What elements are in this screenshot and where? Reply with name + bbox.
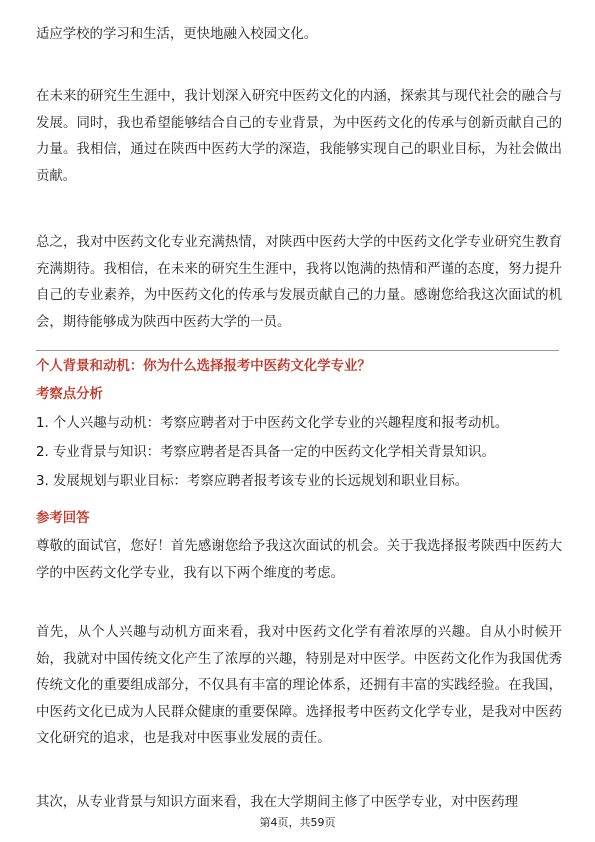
- paragraph-conclusion: 总之，我对中医药文化专业充满热情，对陕西中医药大学的中医药文化学专业研究生教育充满期待。我相信，在未来的研究生生涯中，我将以饱满的热情和严谨的态度，努力提升自己的专业素养，为中医药文化的传承与发展贡献自己的力量。感谢您给我这次面试的机会，期待能够成为陕西中医药大学的一员。: [36, 235, 562, 330]
- analysis-point-3: 3. 发展规划与职业目标：考察应聘者报考该专业的长远规划和职业目标。: [36, 474, 469, 489]
- answer-paragraph-2: 首先，从个人兴趣与动机方面来看，我对中医药文化学有着浓厚的兴趣。自从小时候开始，我就对中国传统文化产生了浓厚的兴趣，特别是对中医学。中医药文化作为我国优秀传统文化的重要组成部分，不仅具有丰富的理论体系，还拥有丰富的实践经验。在我国，中医药文化已成为人民群众健康的重要保障。选择报考中医药文化学专业，是我对中医药文化研究的追求，也是我对中医事业发展的责任。: [36, 625, 562, 746]
- analysis-point-2: 2. 专业背景与知识：考察应聘者是否具备一定的中医药文化学相关背景知识。: [36, 445, 495, 460]
- page-footer: 第4页，共59页: [259, 816, 336, 829]
- paragraph-future-plan: 在未来的研究生生涯中，我计划深入研究中医药文化的内涵，探索其与现代社会的融合与发展。同时，我也希望能够结合自己的专业背景，为中医药文化的传承与创新贡献自己的力量。我相信，通过在陕西中医药大学的深造，我能够实现自己的职业目标，为社会做出贡献。: [36, 89, 562, 184]
- analysis-point-1: 1. 个人兴趣与动机：考察应聘者对于中医药文化学专业的兴趣程度和报考动机。: [36, 416, 509, 431]
- analysis-heading: 考察点分析: [36, 387, 103, 402]
- answer-paragraph-1: 尊敬的面试官，您好！首先感谢您给予我这次面试的机会。关于我选择报考陕西中医药大学的中医药文化学专业，我有以下两个维度的考虑。: [36, 539, 562, 581]
- question-title: 个人背景和动机：你为什么选择报考中医药文化学专业？: [36, 359, 371, 374]
- section-divider: [36, 350, 559, 351]
- answer-paragraph-3: 其次，从专业背景与知识方面来看，我在大学期间主修了中医学专业，对中医药理: [36, 795, 519, 810]
- paragraph-intro-tail: 适应学校的学习和生活，更快地融入校园文化。: [36, 27, 318, 42]
- answer-heading: 参考回答: [36, 511, 90, 526]
